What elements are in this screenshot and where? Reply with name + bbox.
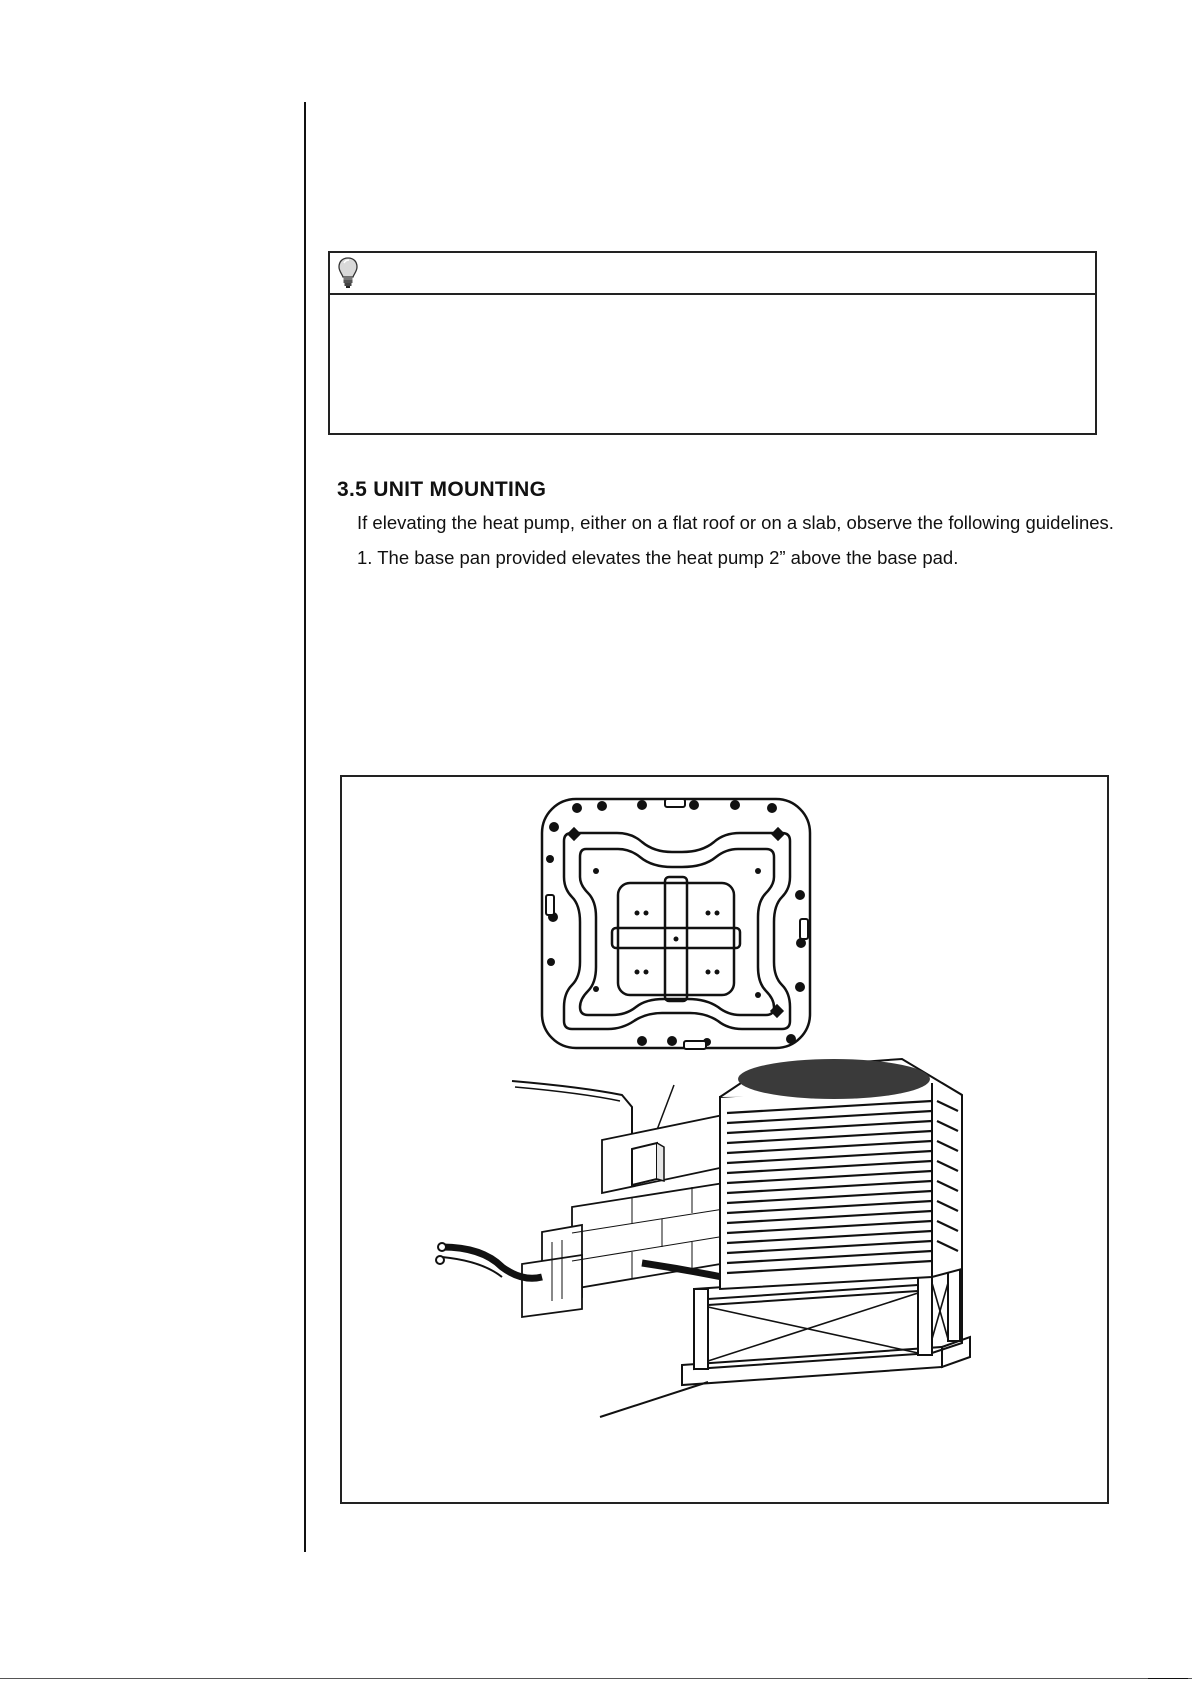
page-bottom-rule-end bbox=[1148, 1678, 1188, 1679]
mounting-figure bbox=[342, 777, 1107, 1502]
figure-box bbox=[340, 775, 1109, 1504]
base-pan-holes bbox=[546, 800, 806, 1046]
section-intro: If elevating the heat pump, either on a flat roof or on a slab, observe the following guidelines. bbox=[357, 512, 1114, 533]
tip-box-body bbox=[330, 295, 1095, 435]
heat-pump-on-elevated-stand bbox=[436, 1059, 970, 1417]
light-bulb-icon bbox=[338, 257, 358, 289]
tip-box bbox=[328, 251, 1097, 435]
left-margin-rule bbox=[304, 102, 306, 1552]
tip-box-header bbox=[330, 253, 1095, 295]
section-heading: 3.5 UNIT MOUNTING bbox=[337, 478, 547, 501]
base-pan-top-view bbox=[542, 799, 810, 1048]
page-bottom-rule bbox=[0, 1678, 1192, 1679]
guideline-item-1: 1. The base pan provided elevates the heat pump 2” above the base pad. bbox=[357, 547, 959, 568]
